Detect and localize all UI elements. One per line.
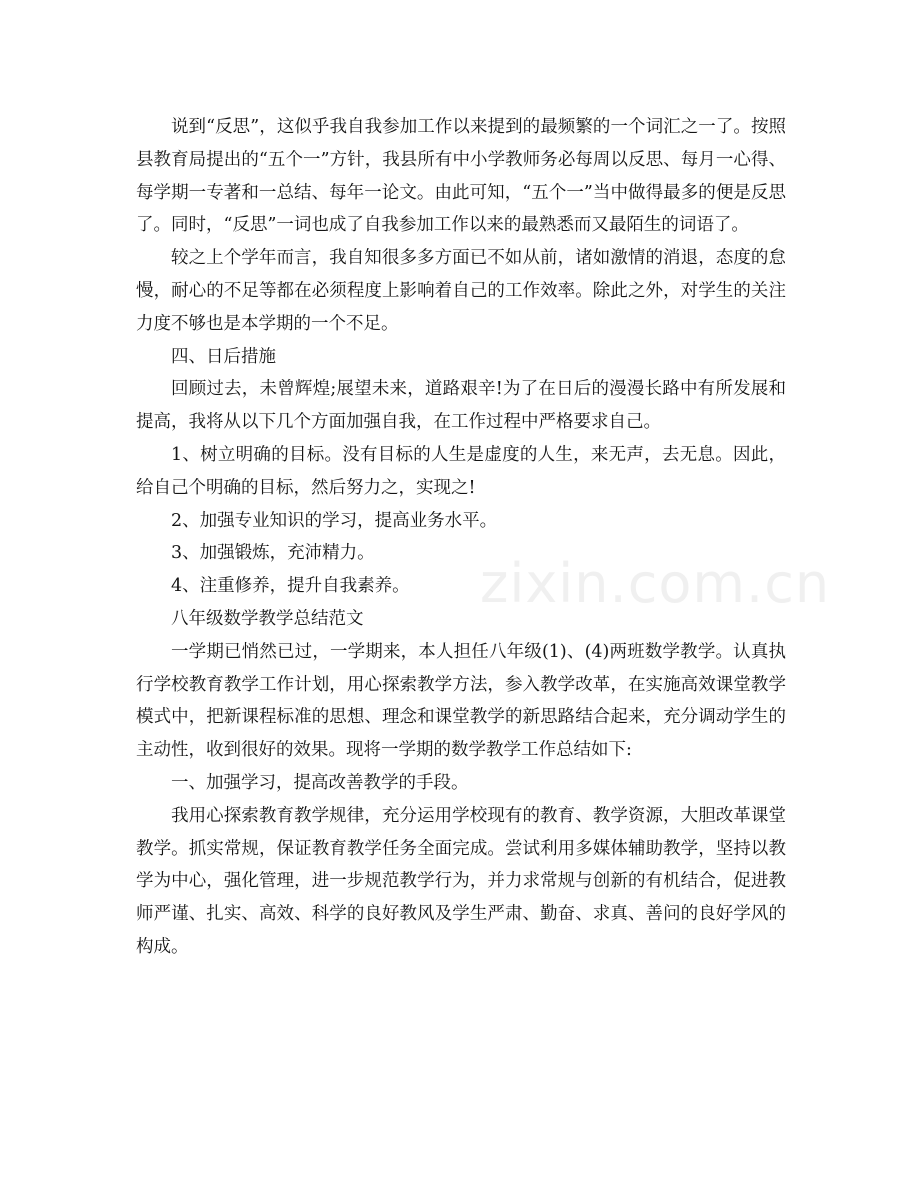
list-item-2: 2、加强专业知识的学习，提高业务水平。 bbox=[171, 510, 498, 531]
watermark: zixin.com.cn bbox=[480, 552, 831, 615]
paragraph-teaching-reform: 我用心探索教育教学规律，充分运用学校现有的教育、教学资源，大胆改革课堂教学。抓实常规，保证教育教学任务全面完成。尝试利用多媒体辅助教学，坚持以教学为中心，强化管理，进一步规范教学行为，并力求常规与创新的有机结合，促进教师严谨、扎实、高效、科学的良好教风及学生严肃、勤奋、求真、善问的良好学风的构成。 bbox=[136, 805, 786, 957]
list-item-1: 1、树立明确的目标。没有目标的人生是虚度的人生，来无声，去无息。因此，给自己个明确的目标，然后努力之，实现之! bbox=[136, 444, 786, 498]
section-heading-future-measures: 四、日后措施 bbox=[171, 346, 276, 367]
article-title: 八年级数学教学总结范文 bbox=[171, 608, 364, 629]
paragraph-semester-summary: 一学期已悄然已过，一学期来，本人担任八年级(1)、(4)两班数学教学。认真执行学校教育教学工作计划，用心探索教学方法，参入教学改革，在实施高效课堂教学模式中，把新课程标准的思想、理念和课堂教学的新思路结合起来，充分调动学生的主动性，收到很好的效果。现将一学期的数学教学工作总结如下: bbox=[136, 641, 786, 761]
paragraph-reflection-intro: 说到“反思”，这似乎我自我参加工作以来提到的最频繁的一个词汇之一了。按照县教育局提出的“五个一”方针，我县所有中小学教师务必每周以反思、每月一心得、每学期一专著和一总结、每年一论文。由此可知，“五个一”当中做得最多的便是反思了。同时，“反思”一词也成了自我参加工作以来的最熟悉而又最陌生的词语了。 bbox=[136, 117, 786, 236]
list-item-3: 3、加强锻炼，充沛精力。 bbox=[171, 543, 375, 564]
document-body bbox=[136, 111, 786, 964]
paragraph-review: 回顾过去，未曾辉煌;展望未来，道路艰辛!为了在日后的漫漫长路中有所发展和提高，我将从以下几个方面加强自我，在工作过程中严格要求自己。 bbox=[136, 379, 786, 433]
list-item-4: 4、注重修养，提升自我素养。 bbox=[171, 576, 410, 597]
paragraph-shortcomings: 较之上个学年而言，我自知很多多方面已不如从前，诸如激情的消退，态度的怠慢，耐心的不足等都在必须程度上影响着自己的工作效率。除此之外，对学生的关注力度不够也是本学期的一个不足。 bbox=[136, 248, 786, 334]
section-heading-learning: 一、加强学习，提高改善教学的手段。 bbox=[171, 772, 469, 793]
